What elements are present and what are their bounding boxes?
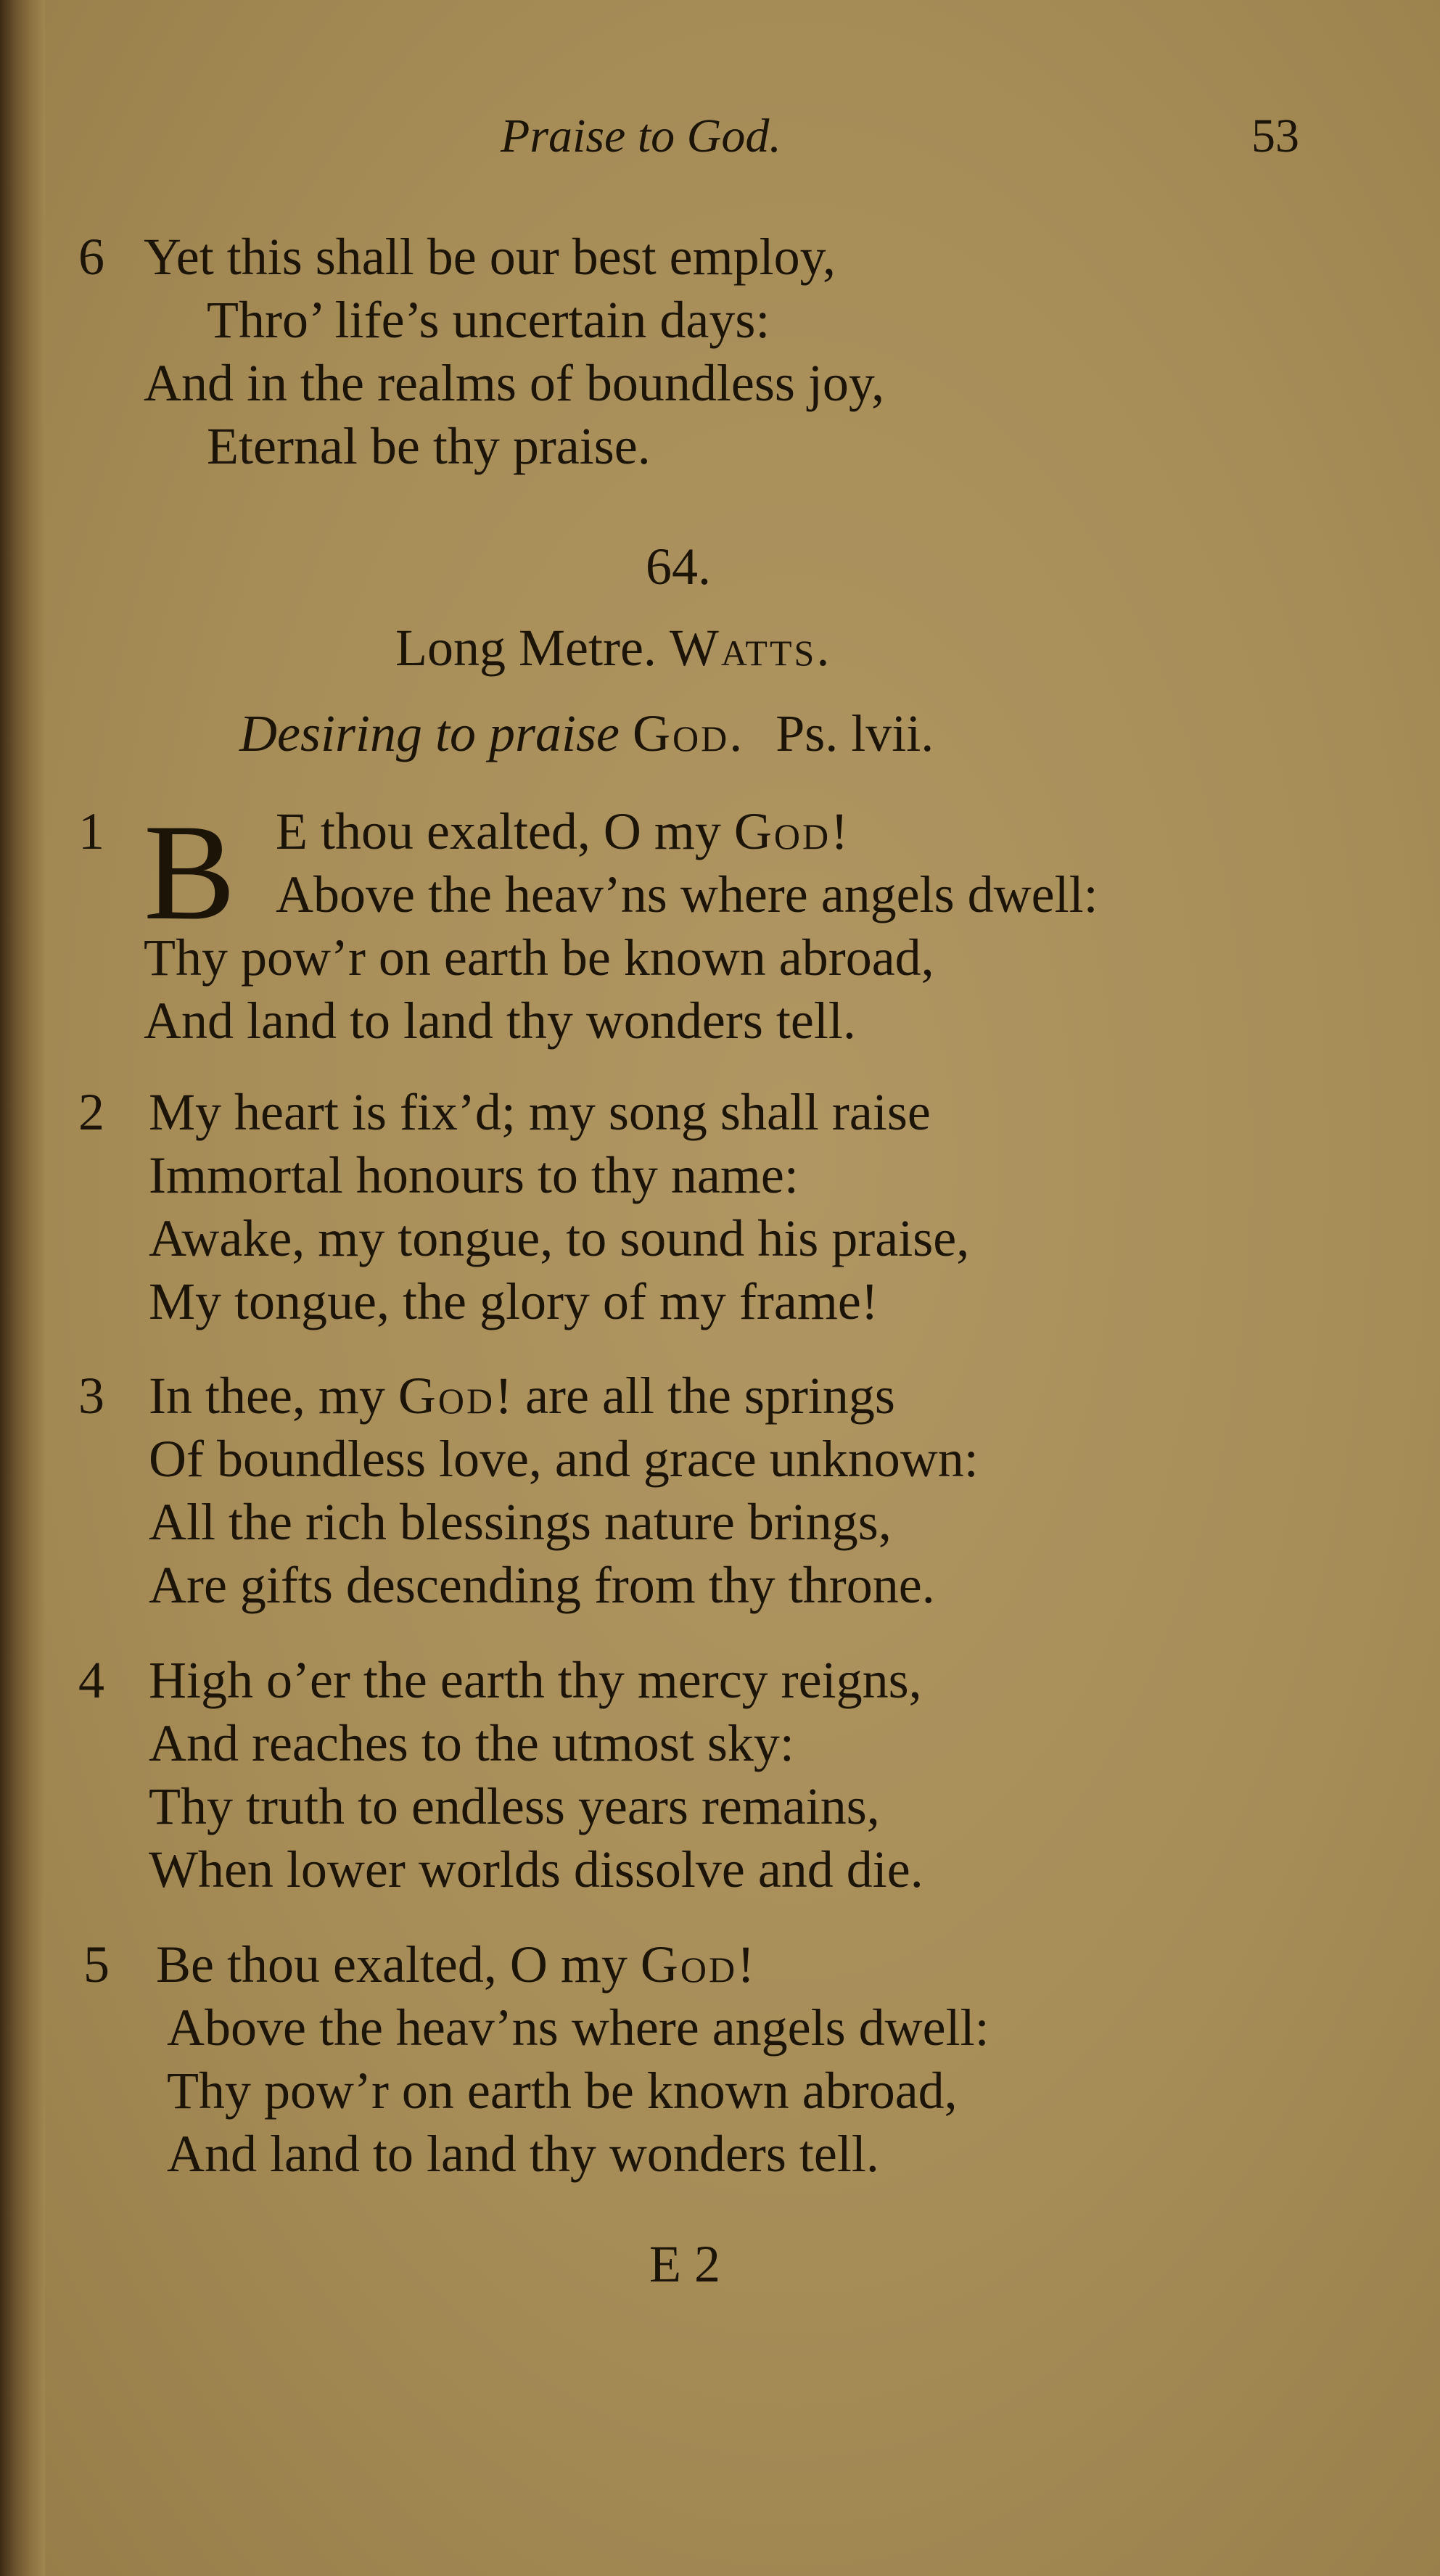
subject-god: God	[633, 704, 730, 762]
verse-line: Are gifts descending from thy throne.	[149, 1556, 935, 1614]
hymn-author: Watts	[669, 619, 817, 677]
verse-line: My heart is fix’d; my song shall raise	[149, 1083, 931, 1141]
hymn-metre	[395, 618, 829, 678]
verse-line-text: ! are all the springs	[495, 1367, 895, 1425]
verse-line: When lower worlds dissolve and die.	[149, 1840, 923, 1898]
verse-line: My tongue, the glory of my frame!	[149, 1272, 879, 1330]
verse-line: Thro’ life’s uncertain days:	[207, 291, 770, 349]
god-small-caps: God	[640, 1935, 738, 1993]
verse-line: And land to land thy wonders tell.	[167, 2125, 879, 2183]
god-small-caps: God	[398, 1367, 495, 1425]
verse-line: Thy truth to endless years remains,	[149, 1777, 880, 1835]
verse-line: Thy pow’r on earth be known abroad,	[144, 929, 934, 987]
verse-line-text: Be thou exalted, O my	[156, 1935, 641, 1993]
verse-line: Thy pow’r on earth be known abroad,	[167, 2062, 958, 2120]
verse-number: 3	[78, 1367, 104, 1425]
verse-line: High o’er the earth thy mercy reigns,	[149, 1651, 922, 1709]
verse-line: And land to land thy wonders tell.	[144, 992, 856, 1050]
verse-line	[149, 1367, 895, 1425]
verse-line: And in the realms of boundless joy,	[144, 354, 885, 412]
verse-line: And reaches to the utmost sky:	[149, 1714, 794, 1772]
metre-label: Long Metre.	[395, 619, 657, 677]
verse-line: Awake, my tongue, to sound his praise,	[149, 1209, 970, 1267]
verse-line-text: !	[831, 802, 849, 860]
verse-line: Immortal honours to thy name:	[149, 1146, 799, 1204]
verse-line-text: !	[737, 1935, 755, 1993]
verse-number: 1	[78, 802, 104, 860]
subject-text: Desiring to praise	[239, 704, 620, 762]
verse-number: 2	[78, 1083, 104, 1141]
page-header	[0, 109, 1440, 174]
verse-line-text: E thou exalted, O my	[276, 802, 734, 860]
drop-cap: B	[144, 797, 236, 949]
page-number: 53	[1251, 110, 1299, 162]
verse-line	[156, 1935, 755, 1993]
verse-number: 5	[83, 1935, 110, 1993]
verse-line: All the rich blessings nature brings,	[149, 1493, 892, 1551]
verse-line: Above the heav’ns where angels dwell:	[167, 1999, 990, 2057]
signature-mark: E 2	[649, 2235, 720, 2293]
hymn-number: 64.	[646, 538, 711, 596]
verse-line: Above the heav’ns where angels dwell:	[276, 865, 1098, 923]
scripture-reference: Ps. lvii.	[775, 704, 934, 762]
verse-line: Yet this shall be our best employ,	[144, 228, 836, 286]
running-title: Praise to God.	[501, 110, 781, 162]
god-small-caps: God	[733, 802, 831, 860]
verse-line	[276, 802, 849, 860]
hymn-subject	[239, 704, 934, 764]
verse-line: Eternal be thy praise.	[207, 417, 651, 475]
verse-number: 4	[78, 1651, 104, 1709]
verse-number: 6	[78, 228, 104, 286]
book-binding-edge	[0, 0, 45, 2576]
verse-line-text: In thee, my	[149, 1367, 398, 1425]
subject-period: .	[729, 704, 743, 762]
verse-line: Of boundless love, and grace unknown:	[149, 1430, 979, 1488]
author-period: .	[816, 619, 830, 677]
